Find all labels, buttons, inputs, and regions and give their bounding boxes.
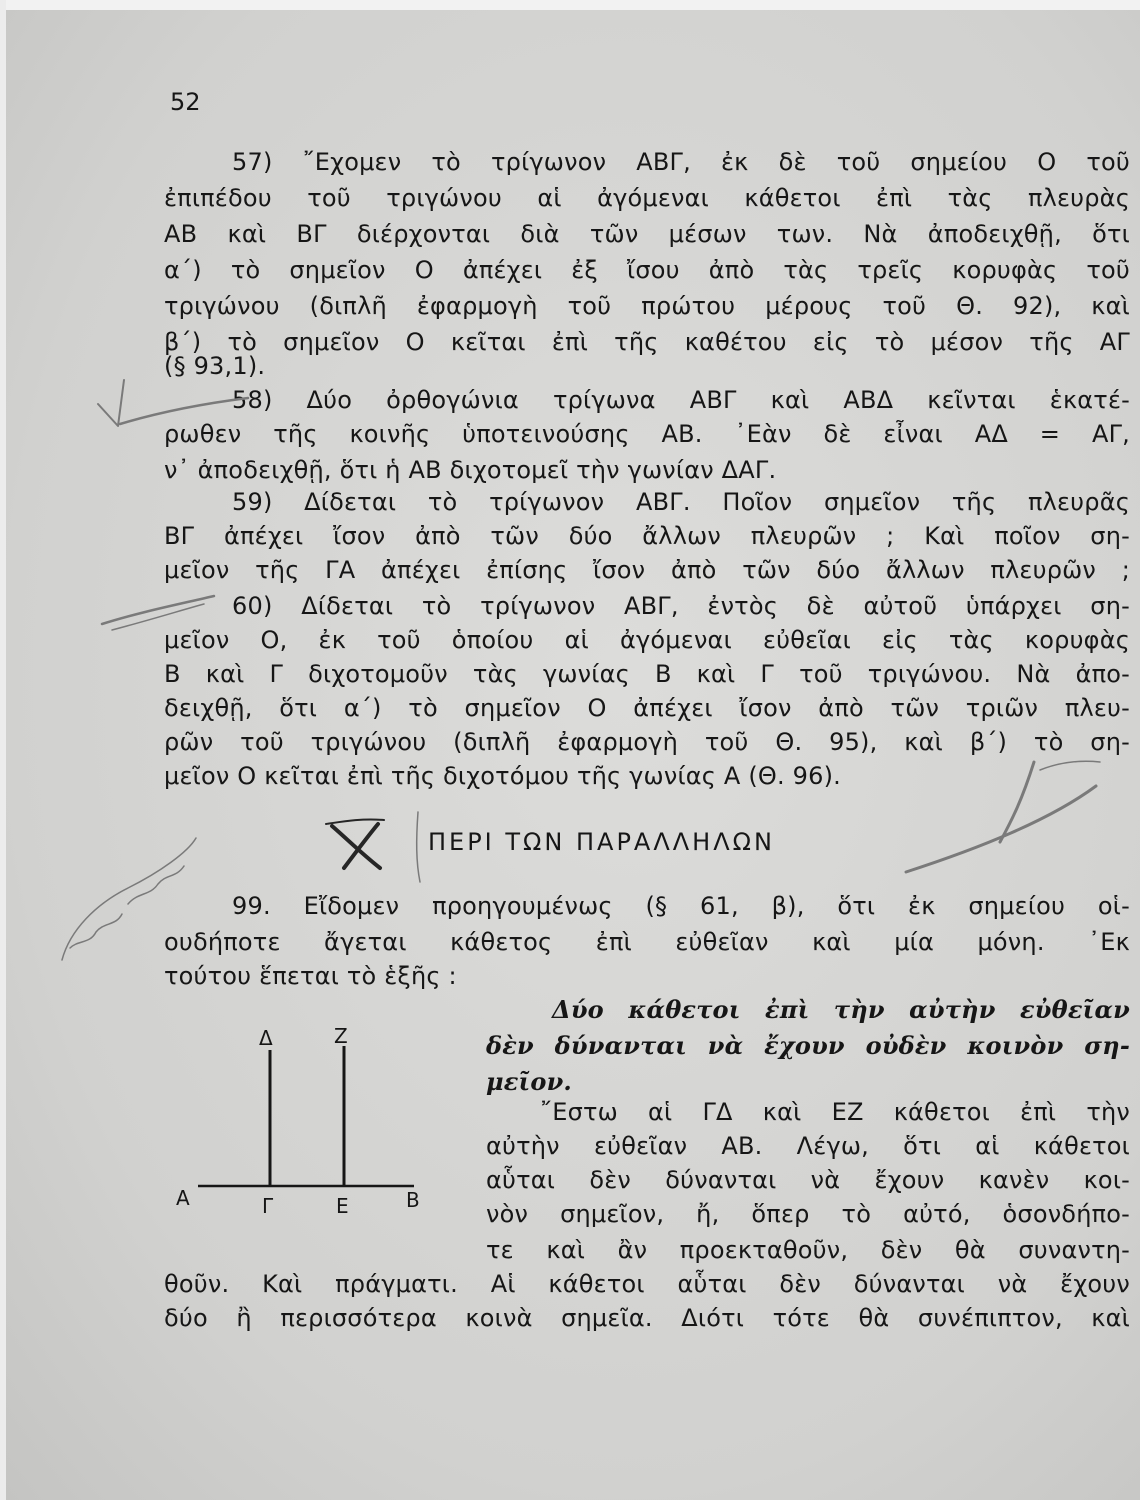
pencil-stroke	[1040, 761, 1100, 770]
closing-line: δύο ἢ περισσότερα κοινὰ σημεῖα. Διότι τότε θὰ συνέπιπτον, καὶ	[164, 1304, 1130, 1332]
body-line: β΄) τὸ σημεῖον Ο κεῖται ἐπὶ τῆς καθέτου εἰς τὸ μέσον τῆς ΑΓ	[164, 328, 1130, 356]
body-line: ν᾿ ἀποδειχθῇ, ὅτι ἡ ΑΒ διχοτομεῖ τὴν γωνίαν ΔΑΓ.	[164, 456, 777, 484]
body-line: 60) Δίδεται τὸ τρίγωνον ΑΒΓ, ἐντὸς δὲ αὐτοῦ ὑπάρχει ση-	[232, 592, 1130, 620]
body-line: δειχθῇ, ὅτι α΄) τὸ σημεῖον Ο ἀπέχει ἴσον ἀπὸ τῶν τριῶν πλευ-	[164, 694, 1130, 722]
pencil-stroke	[120, 398, 248, 424]
body-line: α΄) τὸ σημεῖον Ο ἀπέχει ἐξ ἴσου ἀπὸ τὰς τρεῖς κορυφὰς τοῦ	[164, 256, 1130, 284]
proof-line: ῎Εστω αἱ ΓΔ καὶ ΕΖ κάθετοι ἐπὶ τὴν	[540, 1098, 1130, 1126]
body-line: τριγώνου (διπλῆ ἐφαρμογὴ τοῦ πρώτου μέρους τοῦ Θ. 92), καὶ	[164, 292, 1130, 320]
theorem-line: Δύο κάθετοι ἐπὶ τὴν αὐτὴν εὐθεῖαν	[552, 995, 1130, 1024]
body-line: μεῖον τῆς ΓΑ ἀπέχει ἐπίσης ἴσον ἀπὸ τῶν δύο ἄλλων πλευρῶν ;	[164, 556, 1130, 584]
check-mark	[98, 380, 124, 426]
body-line: μεῖον Ο, ἐκ τοῦ ὁποίου αἱ ἀγόμεναι εὐθεῖαι εἰς τὰς κορυφὰς	[164, 626, 1130, 654]
body-line: ἐπιπέδου τοῦ τριγώνου αἱ ἀγόμεναι κάθετοι ἐπὶ τὰς πλευρὰς	[164, 184, 1130, 212]
section-line: 99. Εἴδομεν προηγουμένως (§ 61, β), ὅτι ἐκ σημείου οἱ-	[232, 892, 1130, 920]
label-d: Δ	[259, 1026, 273, 1050]
pencil-bracket	[417, 812, 420, 882]
label-g: Γ	[262, 1194, 274, 1218]
body-line: ρῶν τοῦ τριγώνου (διπλῆ ἐφαρμογὴ τοῦ Θ. 95), καὶ β΄) τὸ ση-	[164, 728, 1130, 756]
theorem-line: δὲν δύνανται νὰ ἔχουν οὐδὲν κοινὸν ση-	[486, 1031, 1130, 1060]
proof-line: αὗται δὲν δύνανται νὰ ἔχουν κανὲν κοι-	[486, 1166, 1130, 1194]
margin-scribble	[70, 914, 122, 948]
proof-line: αὐτὴν εὐθεῖαν ΑΒ. Λέγω, ὅτι αἱ κάθετοι	[486, 1132, 1130, 1160]
label-a: A	[176, 1186, 190, 1210]
body-line: 57) ῎Εχομεν τὸ τρίγωνον ΑΒΓ, ἐκ δὲ τοῦ σημείου Ο τοῦ	[232, 148, 1130, 176]
closing-line: θοῦν. Καὶ πράγματι. Αἱ κάθετοι αὗται δὲν δύνανται νὰ ἔχουν	[164, 1270, 1130, 1298]
theorem-line: μεῖον.	[486, 1067, 572, 1096]
pencil-stroke	[102, 596, 214, 624]
section-line: ουδήποτε ἄγεται κάθετος ἐπὶ εὐθεῖαν καὶ μία μόνη. ᾿Εκ	[164, 928, 1130, 956]
x-mark	[326, 819, 384, 868]
body-line: Β καὶ Γ διχοτομοῦν τὰς γωνίας Β καὶ Γ τοῦ τριγώνου. Νὰ ἀπο-	[164, 660, 1130, 688]
page-number: 52	[170, 88, 201, 116]
body-line: ΑΒ καὶ ΒΓ διέρχονται διὰ τῶν μέσων των. Νὰ ἀποδειχθῇ, ὅτι	[164, 220, 1130, 248]
body-line: 58) Δύο ὀρθογώνια τρίγωνα ΑΒΓ καὶ ΑΒΔ κεῖνται ἑκατέ-	[232, 386, 1130, 414]
body-line: ΒΓ ἀπέχει ἴσον ἀπὸ τῶν δύο ἄλλων πλευρῶν ; Καὶ ποῖον ση-	[164, 522, 1130, 550]
proof-line: νὸν σημεῖον, ἤ, ὅπερ τὸ αὐτό, ὁσονδήπο-	[486, 1200, 1130, 1228]
body-line: ρωθεν τῆς κοινῆς ὑποτεινούσης ΑΒ. ᾿Εὰν δὲ εἶναι ΑΔ = ΑΓ,	[164, 420, 1130, 448]
proof-line: τε καὶ ἂν προεκταθοῦν, δὲν θὰ συναντη-	[486, 1236, 1130, 1264]
section-heading: ΠΕΡΙ ΤΩΝ ΠΑΡΑΛΛΗΛΩΝ	[428, 828, 775, 856]
section-line: τούτου ἕπεται τὸ ἑξῆς :	[164, 962, 457, 990]
pencil-stroke	[906, 786, 1096, 872]
label-e: E	[336, 1194, 349, 1218]
body-line: μεῖον Ο κεῖται ἐπὶ τῆς διχοτόμου τῆς γωνίας Α (Θ. 96).	[164, 762, 841, 790]
label-z: Z	[334, 1024, 348, 1048]
label-b: B	[406, 1188, 420, 1212]
body-line: 59) Δίδεται τὸ τρίγωνον ΑΒΓ. Ποῖον σημεῖον τῆς πλευρᾶς	[232, 488, 1130, 516]
body-line: (§ 93,1).	[164, 352, 266, 380]
